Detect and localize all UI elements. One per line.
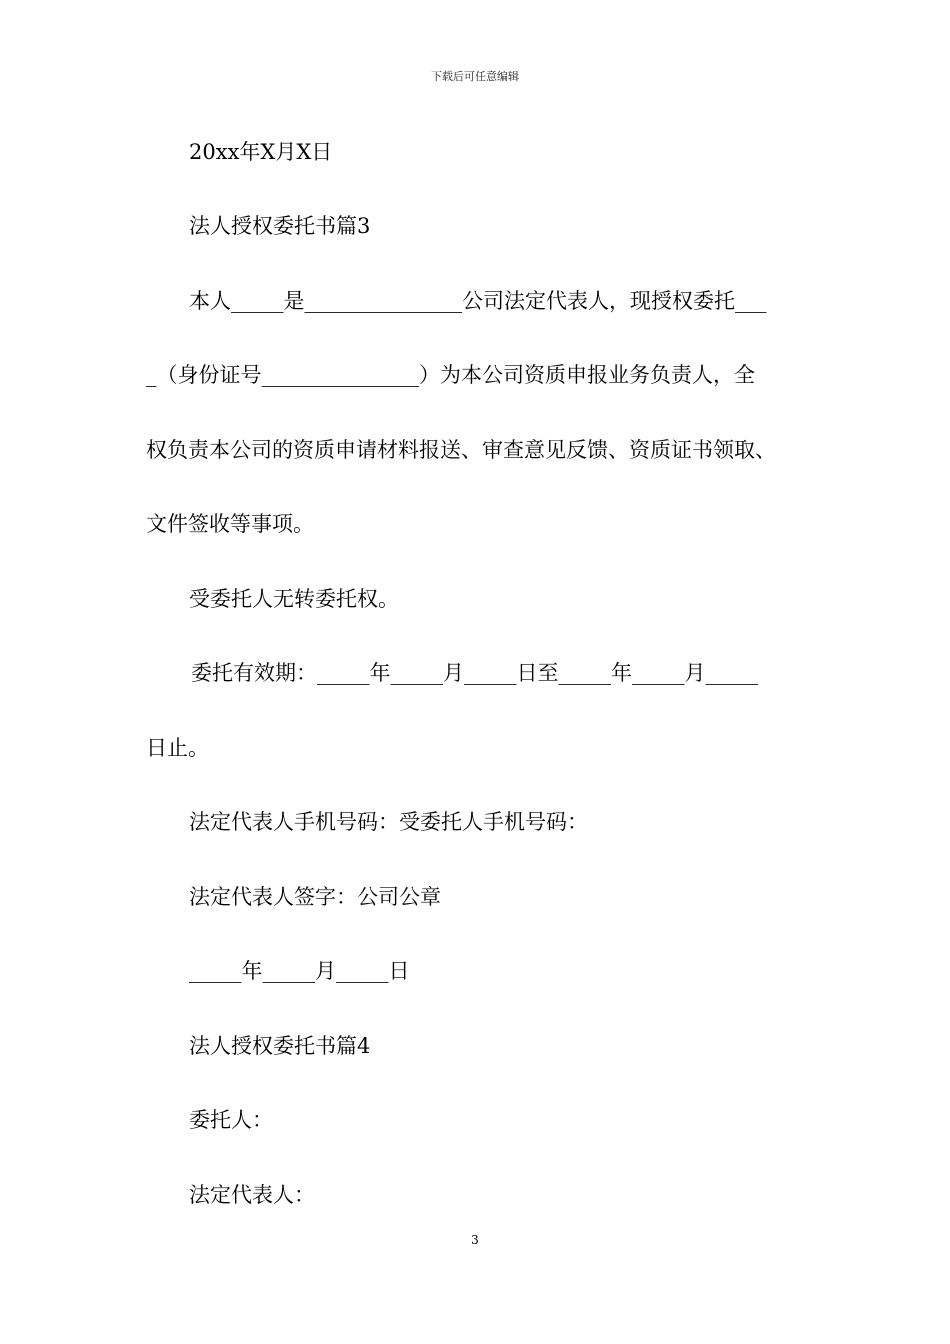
paragraph-1-line-4: 文件签收等事项。	[146, 512, 314, 536]
validity-line-1: 委托有效期：_____年_____月_____日至_____年_____月_____	[191, 661, 758, 685]
paragraph-1-line-2: _（身份证号_______________）为本公司资质申报业务负责人，全	[146, 363, 755, 387]
principal-label: 委托人：	[189, 1108, 273, 1132]
paragraph-1-line-3: 权负责本公司的资质申请材料报送、审查意见反馈、资质证书领取、	[146, 438, 776, 462]
no-sub-delegation-text: 受委托人无转委托权。	[189, 587, 399, 611]
page-number: 3	[471, 1233, 479, 1247]
section-3-title: 法人授权委托书篇3	[189, 214, 371, 238]
section-4-title: 法人授权委托书篇4	[189, 1034, 371, 1058]
legal-representative-label: 法定代表人：	[189, 1183, 315, 1207]
header-note: 下载后可任意编辑	[431, 70, 519, 83]
date-blank-line: _____年_____月_____日	[189, 959, 410, 983]
paragraph-1-line-1: 本人_____是_______________公司法定代表人，现授权委托___	[189, 289, 767, 313]
date-line: 20xx年X月X日	[189, 140, 333, 164]
phone-numbers-line: 法定代表人手机号码：受委托人手机号码：	[189, 810, 588, 834]
validity-line-2: 日止。	[146, 736, 209, 760]
signature-line: 法定代表人签字：公司公章	[189, 885, 441, 909]
